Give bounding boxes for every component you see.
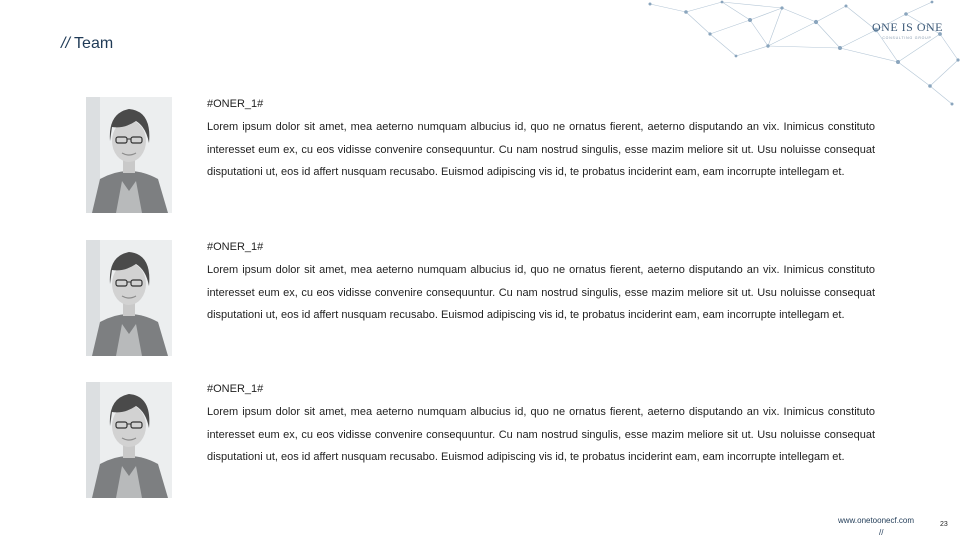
- team-member: [0, 97, 960, 227]
- logo-tagline: CONSULTING GROUP: [882, 36, 932, 40]
- member-name: #ONER_1#: [207, 383, 264, 395]
- footer-slash: //: [879, 528, 884, 537]
- title-slashes: //: [61, 35, 70, 52]
- network-decoration: [640, 0, 960, 110]
- team-member: [0, 382, 960, 512]
- member-description: Lorem ipsum dolor sit amet, mea aeterno numquam albucius id, quo ne ornatus fierent, aeterno disputando an vix. Inimicus constituto interesset eum ex, cu eos vidisse convenire consequuntur. Cu nam nostrud singulis, esse mazim meliore sit ut. Usu noluisse consequat disputationi ut, eos id affert nusquam recusabo. Euismod adipiscing vis id, te probatus inciderint eam, eam incorrupte intellegam et.: [207, 406, 875, 463]
- member-name: #ONER_1#: [207, 98, 264, 110]
- logo-wordmark: ONE IS ONE: [872, 20, 943, 34]
- portrait-image: [86, 240, 172, 356]
- team-member: [0, 240, 960, 370]
- portrait-image: [86, 97, 172, 213]
- page-title: [61, 35, 113, 53]
- member-photo: [86, 240, 172, 356]
- member-description: Lorem ipsum dolor sit amet, mea aeterno numquam albucius id, quo ne ornatus fierent, aeterno disputando an vix. Inimicus constituto interesset eum ex, cu eos vidisse convenire consequuntur. Cu nam nostrud singulis, esse mazim meliore sit ut. Usu noluisse consequat disputationi ut, eos id affert nusquam recusabo. Euismod adipiscing vis id, te probatus inciderint eam, eam incorrupte intellegam et.: [207, 121, 875, 178]
- member-photo: [86, 97, 172, 213]
- member-description: Lorem ipsum dolor sit amet, mea aeterno numquam albucius id, quo ne ornatus fierent, aeterno disputando an vix. Inimicus constituto interesset eum ex, cu eos vidisse convenire consequuntur. Cu nam nostrud singulis, esse mazim meliore sit ut. Usu noluisse consequat disputationi ut, eos id affert nusquam recusabo. Euismod adipiscing vis id, te probatus inciderint eam, eam incorrupte intellegam et.: [207, 264, 875, 321]
- page-number: 23: [940, 521, 948, 528]
- company-logo: [872, 20, 942, 40]
- title-text: Team: [74, 35, 114, 52]
- member-photo: [86, 382, 172, 498]
- footer-website-link[interactable]: www.onetoonecf.com: [838, 516, 915, 525]
- member-name: #ONER_1#: [207, 241, 264, 253]
- portrait-image: [86, 382, 172, 498]
